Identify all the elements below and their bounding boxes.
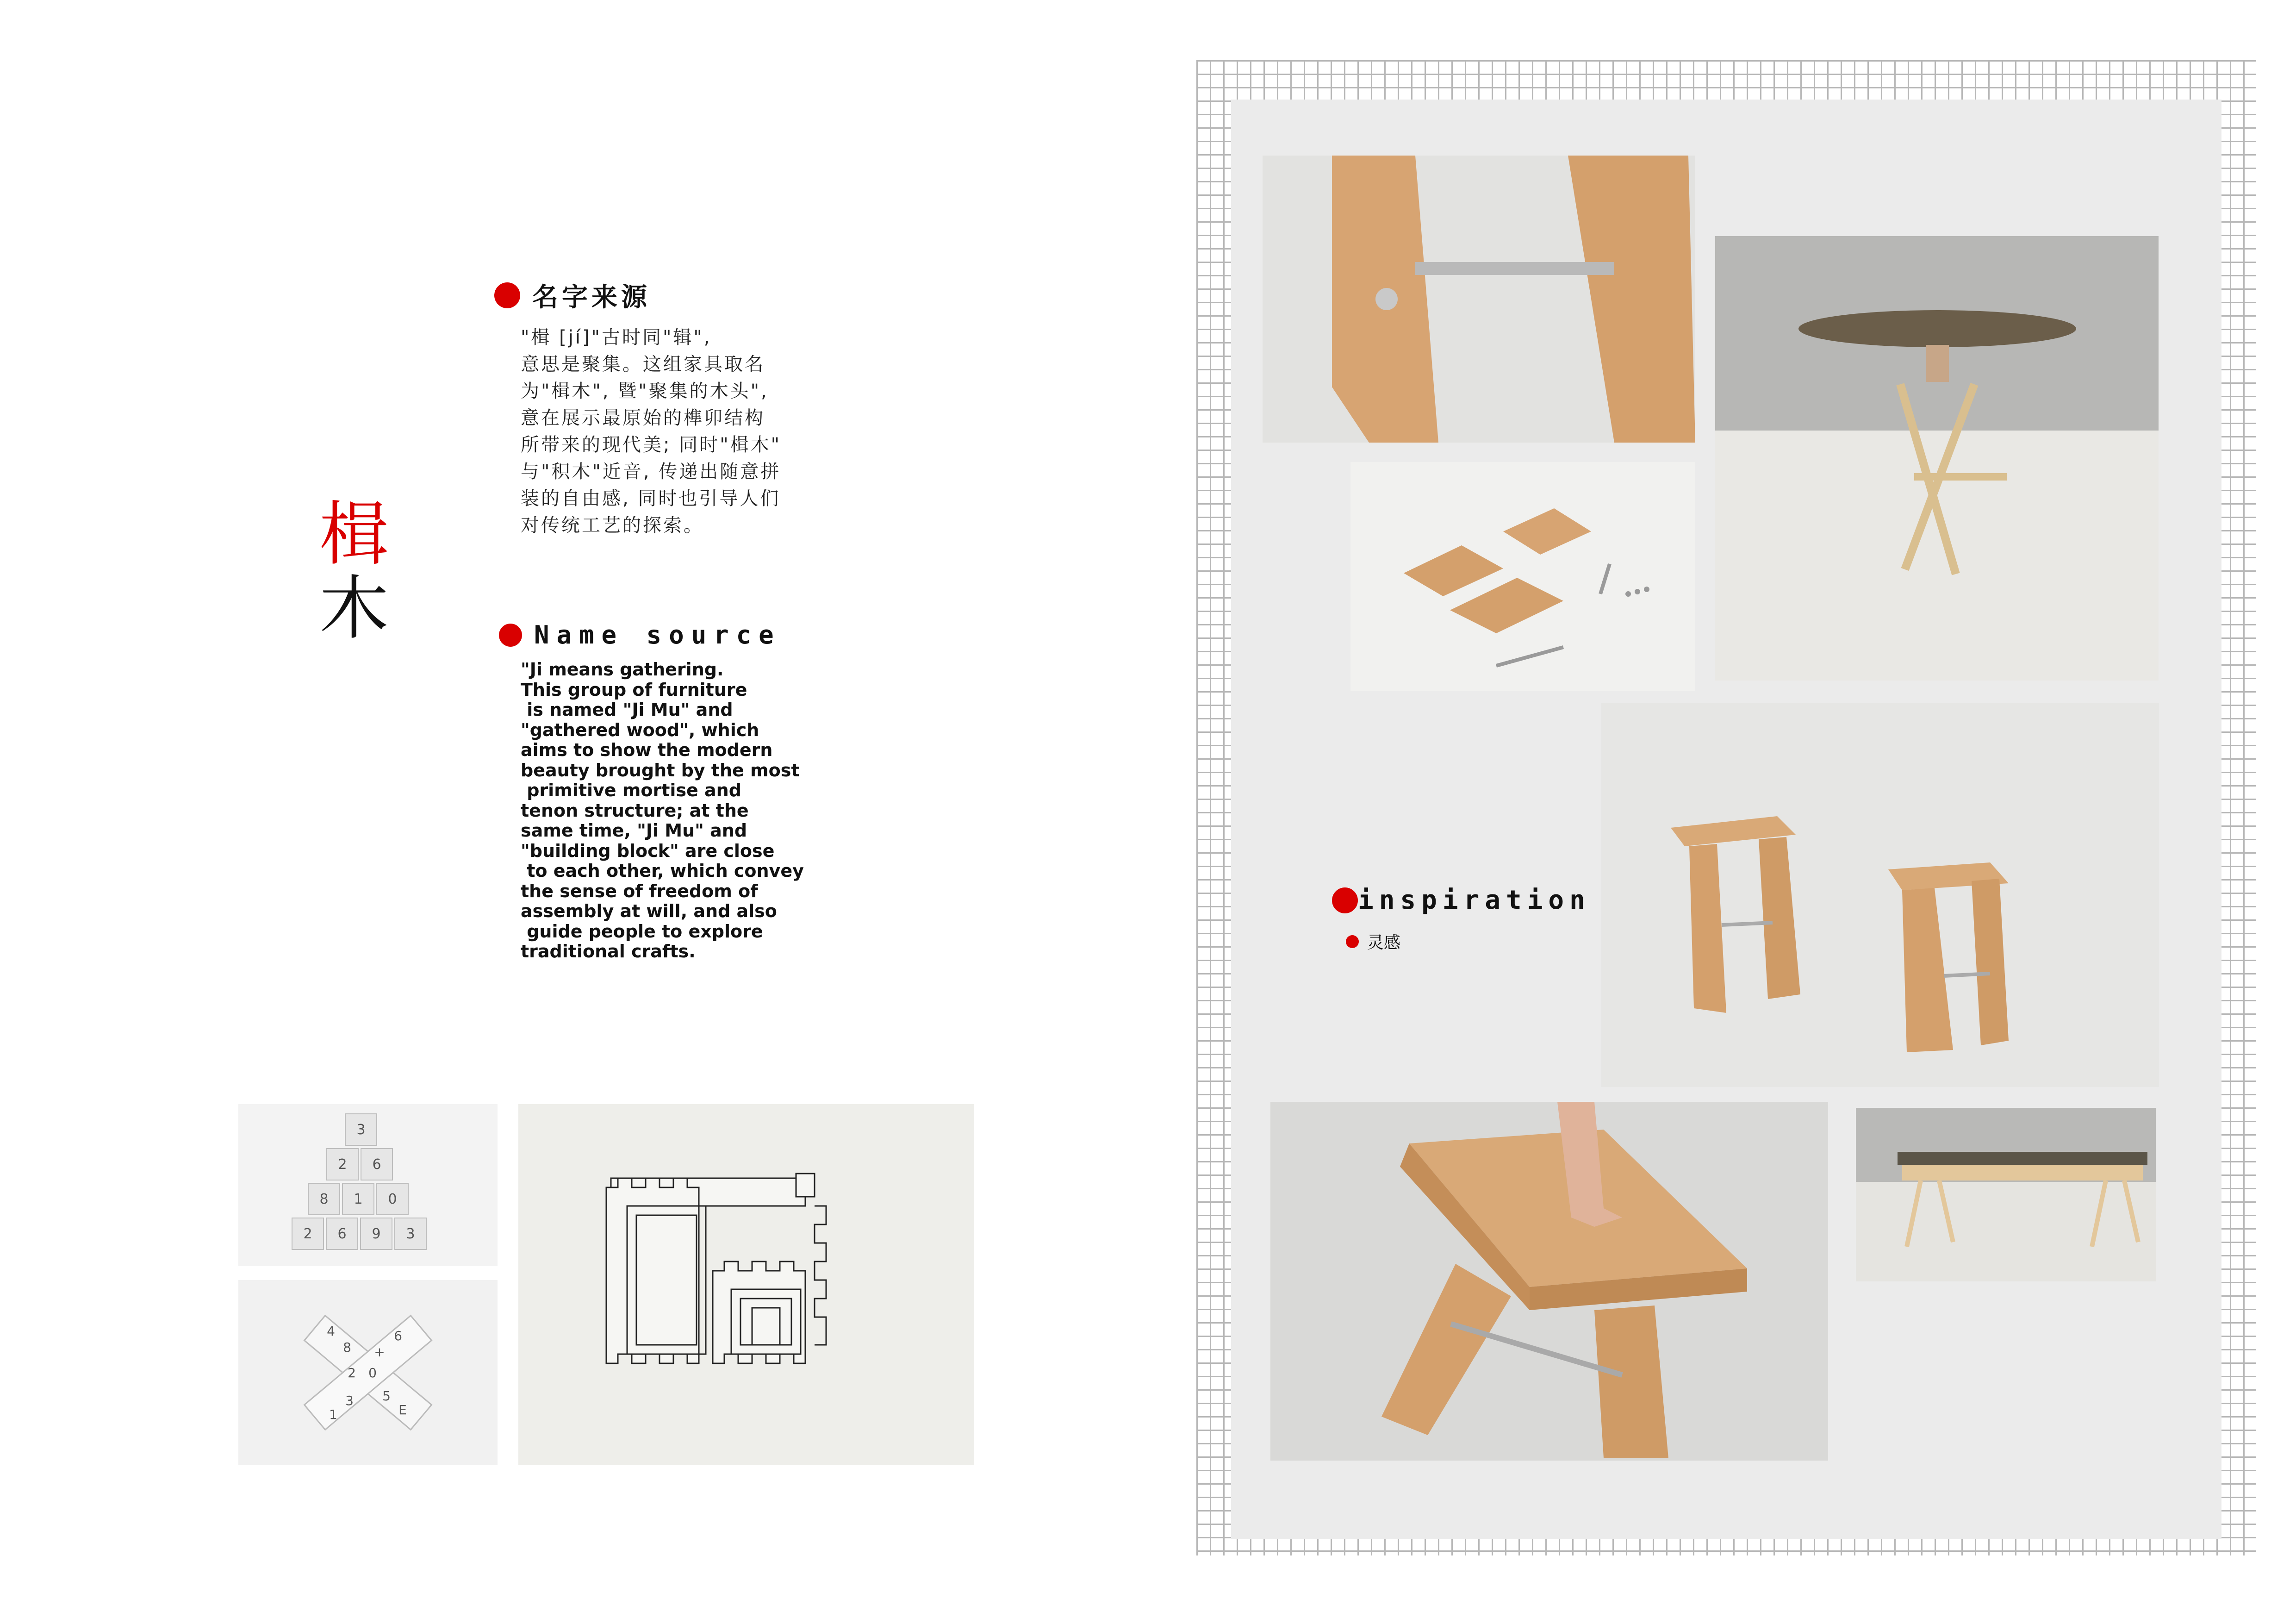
stool-closeup-photo [1263,156,1695,443]
cube-digit: 4 [327,1324,335,1339]
text-line: traditional crafts. [521,941,696,962]
text-line: 所带来的现代美; 同时"楫木" [521,434,781,456]
number-cube: 3 [394,1218,427,1250]
cube-digit: 8 [343,1340,351,1355]
name-source-en-heading [499,620,781,650]
red-dot-icon [499,624,522,647]
number-cube: 9 [360,1218,392,1250]
text-line: primitive mortise and [521,780,741,800]
two-stools-photo [1601,703,2159,1087]
text-line: 为"楫木", 暨"聚集的木头", [521,381,769,402]
text-line: "Ji means gathering. [521,659,724,680]
number-cube: 2 [326,1148,359,1181]
text-line: guide people to explore [521,921,763,942]
two-stools-illustration [1601,703,2159,1087]
text-line: same time, "Ji Mu" and [521,820,747,841]
subheading-text: 灵感 [1367,933,1401,952]
round-table-photo [1715,236,2159,681]
hand-stool-illustration [1270,1102,1828,1461]
text-line: 意在展示最原始的榫卯结构 [521,407,765,429]
number-cube: 6 [361,1148,393,1181]
red-dot-icon [494,282,520,308]
text-line: "gathered wood", which [521,719,759,740]
name-source-zh-body [521,324,817,539]
text-line: "楫 [jí]"古时同"辑", [521,327,712,348]
text-line: "building block" are close [521,840,775,861]
text-line: beauty brought by the most [521,760,800,781]
text-line: aims to show the modern [521,740,773,760]
inspiration-heading [1332,885,1591,915]
round-table-illustration [1715,236,2159,681]
name-source-en-body [521,660,845,962]
number-cube: 2 [292,1218,324,1250]
text-line: 对传统工艺的探索。 [521,515,704,536]
desk-photo [1856,1108,2156,1281]
title-char-ji: 楫 [319,494,389,575]
stool-closeup-illustration [1263,156,1695,443]
number-cube: 6 [326,1218,358,1250]
text-line: the sense of freedom of [521,881,758,901]
text-line: is named "Ji Mu" and [521,700,733,720]
title-char-mu: 木 [319,568,389,649]
cube-digit: 0 [368,1365,377,1380]
text-line: 装的自由感, 同时也引导人们 [521,488,781,509]
number-cube: 3 [345,1113,377,1146]
cube-digit: 6 [394,1328,402,1343]
heading-text: inspiration [1358,885,1591,915]
hand-stool-photo [1270,1102,1828,1461]
red-dot-icon [1346,935,1359,948]
heading-text: Name source [534,620,781,650]
flat-pack-parts-photo [1350,462,1695,691]
sketch-drawing [518,1104,974,1465]
red-dot-icon [1332,887,1358,913]
cube-pyramid-photo [238,1104,498,1266]
number-cube: 8 [308,1183,340,1215]
cube-digit: 1 [329,1407,337,1422]
cube-digit: 3 [345,1393,354,1408]
text-line: 与"积木"近音, 传递出随意拼 [521,461,781,482]
text-line: assembly at will, and also [521,901,777,921]
text-line: This group of furniture [521,679,747,700]
number-cube: 1 [342,1183,374,1215]
name-source-zh-heading [494,277,651,314]
cube-digit: 5 [382,1388,391,1404]
cube-digit: 2 [348,1365,356,1380]
cube-x-photo [238,1280,498,1465]
stool-sketch-illustration [518,1104,974,1465]
text-line: tenon structure; at the [521,800,749,821]
number-cube: 0 [376,1183,409,1215]
desk-illustration [1856,1108,2156,1281]
cube-digit: E [398,1402,407,1418]
text-line: 意思是聚集。这组家具取名 [521,354,765,375]
flat-pack-illustration [1350,462,1695,691]
cube-digit: + [374,1344,385,1360]
inspiration-subheading [1346,930,1400,953]
cube-x-shape [238,1280,498,1465]
text-line: to each other, which convey [521,861,804,881]
heading-text: 名字来源 [532,282,651,312]
